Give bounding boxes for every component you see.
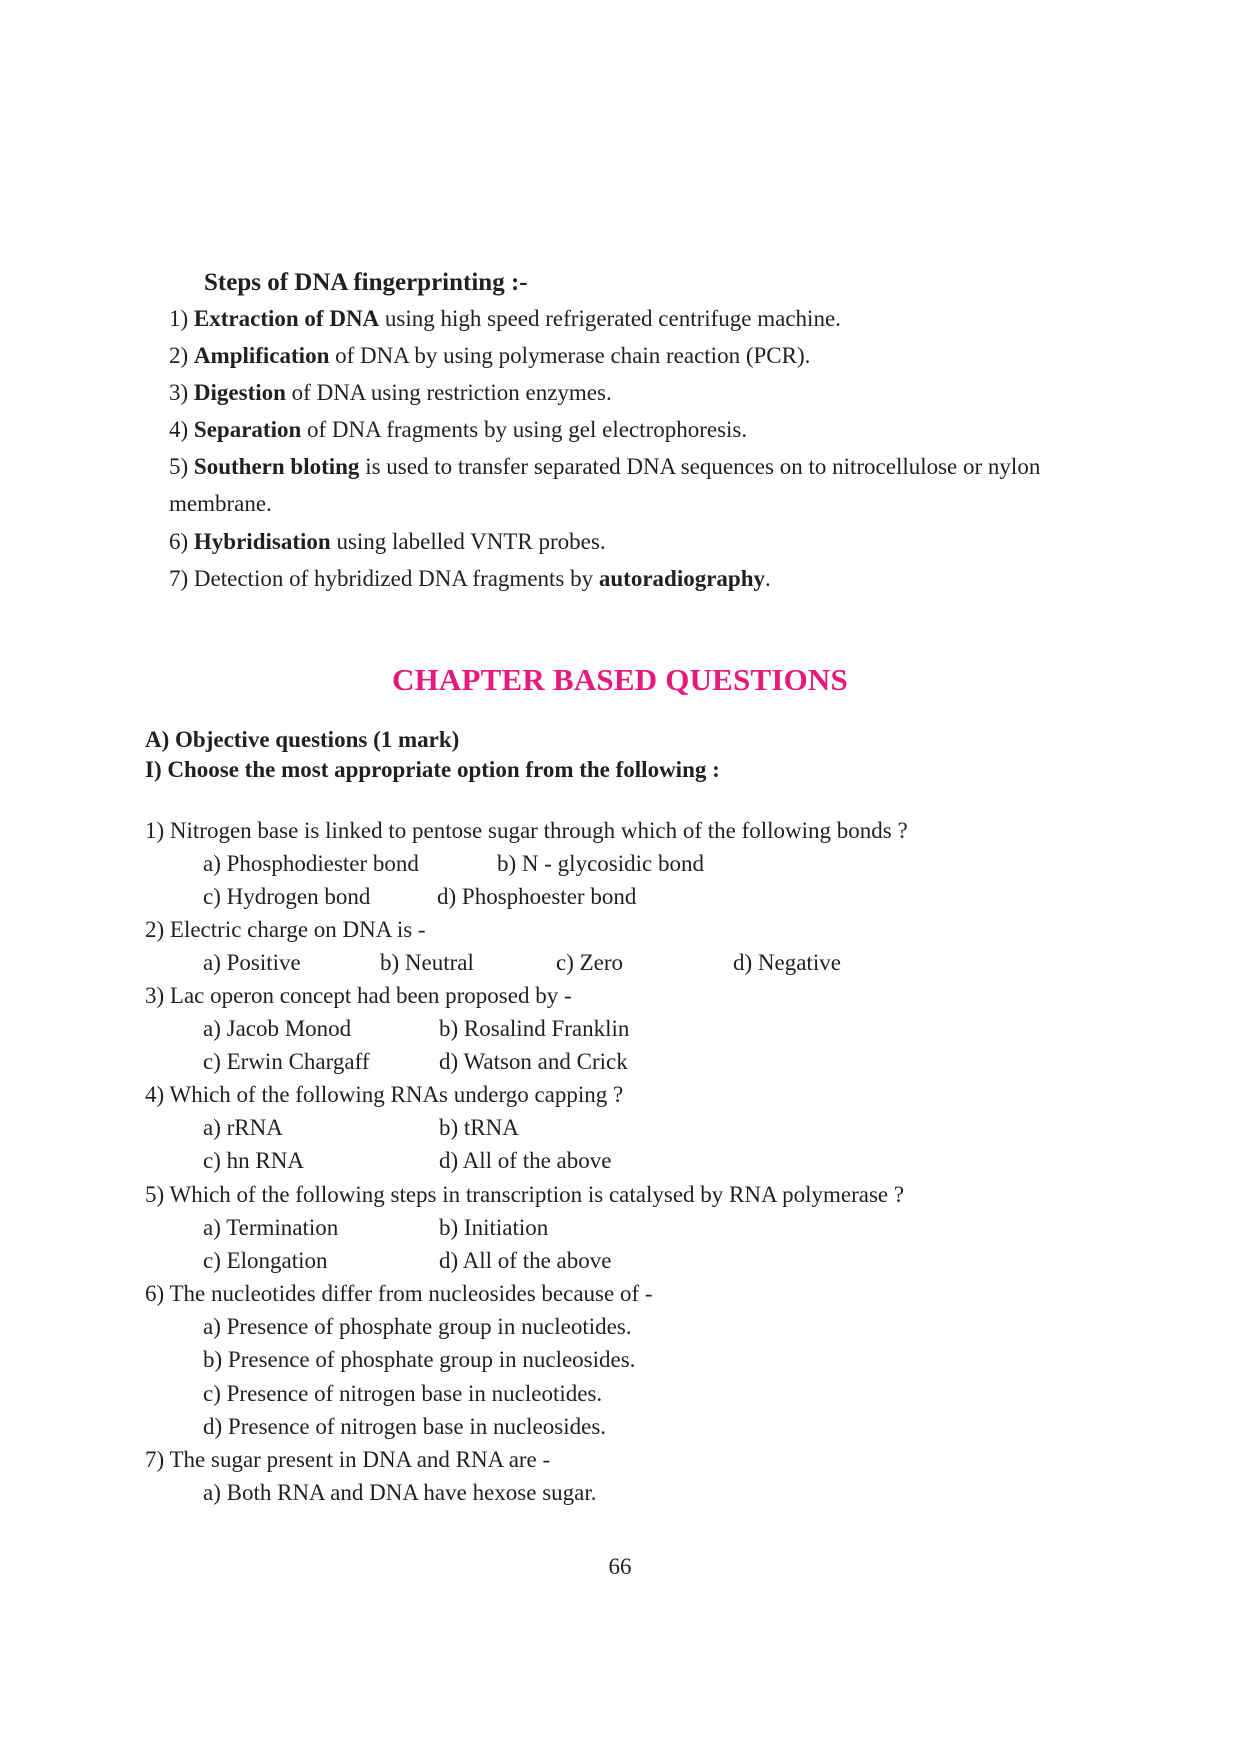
step-item: 2) Amplification of DNA by using polymerase chain reaction (PCR). <box>169 343 811 368</box>
step-item: 5) Southern bloting is used to transfer separated DNA sequences on to nitrocellulose or nylon <box>169 454 1041 479</box>
step-item: 3) Digestion of DNA using restriction enzymes. <box>169 380 612 405</box>
option-b: b) Initiation <box>439 1215 549 1240</box>
steps-heading: Steps of DNA fingerprinting :- <box>204 269 528 296</box>
question-3: 3) Lac operon concept had been proposed by - <box>145 983 572 1008</box>
option-a: a) Positive <box>203 950 301 975</box>
option-c: c) Elongation <box>203 1248 328 1273</box>
option-c: c) Erwin Chargaff <box>203 1049 370 1074</box>
question-4: 4) Which of the following RNAs undergo capping ? <box>145 1082 624 1107</box>
option-a: a) Presence of phosphate group in nucleotides. <box>203 1314 632 1339</box>
option-b: b) Neutral <box>380 950 474 975</box>
option-b: b) Rosalind Franklin <box>439 1016 630 1041</box>
option-a: a) Jacob Monod <box>203 1016 352 1041</box>
option-a: a) rRNA <box>203 1115 283 1140</box>
option-c: c) Zero <box>556 950 624 975</box>
step-item: 7) Detection of hybridized DNA fragments by autoradiography. <box>169 566 771 591</box>
option-d: d) All of the above <box>439 1148 612 1173</box>
step-item: 1) Extraction of DNA using high speed refrigerated centrifuge machine. <box>169 306 841 331</box>
option-a: a) Phosphodiester bond <box>203 851 419 876</box>
page-number: 66 <box>608 1554 632 1579</box>
question-1: 1) Nitrogen base is linked to pentose sugar through which of the following bonds ? <box>145 818 908 843</box>
option-b: b) N - glycosidic bond <box>497 851 704 876</box>
option-b: b) tRNA <box>439 1115 519 1140</box>
option-a: a) Both RNA and DNA have hexose sugar. <box>203 1480 597 1505</box>
option-c: c) hn RNA <box>203 1148 304 1173</box>
option-c: c) Hydrogen bond <box>203 884 371 909</box>
option-c: c) Presence of nitrogen base in nucleotides. <box>203 1381 603 1406</box>
question-2: 2) Electric charge on DNA is - <box>145 917 426 942</box>
option-d: d) Negative <box>733 950 841 975</box>
step-item-continuation: membrane. <box>169 491 272 516</box>
option-d: d) Watson and Crick <box>439 1049 628 1074</box>
section-heading-instructions: I) Choose the most appropriate option from the following : <box>145 757 720 782</box>
question-5: 5) Which of the following steps in transcription is catalysed by RNA polymerase ? <box>145 1182 905 1207</box>
option-d: d) Phosphoester bond <box>437 884 637 909</box>
question-7: 7) The sugar present in DNA and RNA are - <box>145 1447 551 1472</box>
option-b: b) Presence of phosphate group in nucleosides. <box>203 1347 636 1372</box>
option-d: d) All of the above <box>439 1248 612 1273</box>
section-heading-objective: A) Objective questions (1 mark) <box>145 727 460 752</box>
step-item: 6) Hybridisation using labelled VNTR probes. <box>169 529 606 554</box>
option-d: d) Presence of nitrogen base in nucleosides. <box>203 1414 607 1439</box>
step-item: 4) Separation of DNA fragments by using gel electrophoresis. <box>169 417 748 442</box>
option-a: a) Termination <box>203 1215 339 1240</box>
chapter-title: CHAPTER BASED QUESTIONS <box>392 662 848 697</box>
question-6: 6) The nucleotides differ from nucleosides because of - <box>145 1281 653 1306</box>
